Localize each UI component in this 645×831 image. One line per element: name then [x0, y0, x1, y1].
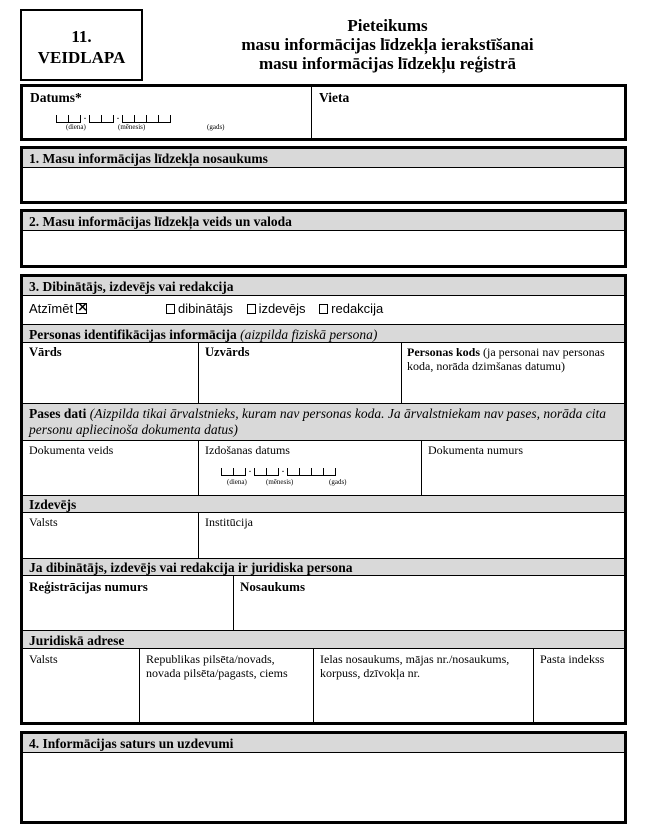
- surname-label: Uzvārds: [205, 345, 250, 359]
- personal-code-label: Personas kods (ja personai nav personas koda, norāda dzimšanas datumu): [407, 345, 605, 373]
- day-caption: (diena): [66, 123, 86, 131]
- legal-address-title: Juridiskā adrese: [23, 630, 624, 649]
- legal-name-label: Nosaukums: [240, 579, 306, 594]
- section-4-title: 4. Informācijas saturs un uzdevumi: [23, 734, 624, 753]
- issue-day-caption: (diena): [227, 478, 247, 486]
- section-4: [20, 731, 627, 824]
- doc-number-label: Dokumenta numurs: [428, 443, 523, 457]
- option-publisher[interactable]: izdevējs: [247, 301, 306, 316]
- country-label: Valsts: [29, 515, 58, 529]
- section-3-title: 3. Dibinātājs, izdevējs vai redakcija: [23, 277, 624, 296]
- registration-label: Reģistrācijas numurs: [29, 579, 148, 594]
- month-caption: (mēnesis): [118, 123, 146, 131]
- doc-type-input[interactable]: [23, 457, 198, 495]
- date-label: Datums*: [30, 90, 82, 105]
- section-4-input[interactable]: [23, 753, 624, 821]
- option-editorial[interactable]: redakcija: [319, 301, 383, 316]
- place-label: Vieta: [319, 90, 350, 105]
- option-founder[interactable]: dibinātājs: [166, 301, 233, 316]
- section-1-input[interactable]: [23, 168, 624, 201]
- passport-title: Pases dati (Aizpilda tikai ārvalstnieks, kuram nav personas koda. Ja ārvalstniekam nav pases, norāda cita personu apliecinoša dokumenta datus): [23, 403, 624, 441]
- addr-postal-input[interactable]: [534, 683, 624, 722]
- addr-city-input[interactable]: [140, 683, 313, 722]
- section-1: [20, 146, 627, 204]
- issue-month-caption: (mēnesis): [266, 478, 294, 486]
- checkbox-icon[interactable]: [247, 304, 256, 314]
- institution-input[interactable]: [199, 529, 624, 558]
- issue-date-input[interactable]: . .: [221, 463, 336, 481]
- institution-label: Institūcija: [205, 515, 253, 529]
- form-number-box: [20, 9, 143, 81]
- checkbox-icon[interactable]: [319, 304, 328, 314]
- personal-info-title: Personas identifikācijas informācija (aizpilda fiziskā persona): [23, 324, 624, 343]
- section-2-title: 2. Masu informācijas līdzekļa veids un valoda: [23, 212, 624, 231]
- addr-postal-label: Pasta indekss: [540, 652, 605, 666]
- addr-country-label: Valsts: [29, 652, 58, 666]
- doc-type-label: Dokumenta veids: [29, 443, 114, 457]
- registration-input[interactable]: [23, 596, 233, 630]
- section-3: [20, 274, 627, 725]
- issuer-title: Izdevējs: [23, 495, 624, 513]
- form-label: VEIDLAPA: [37, 48, 126, 67]
- legal-name-input[interactable]: [234, 596, 624, 630]
- addr-street-input[interactable]: [314, 683, 533, 722]
- addr-city-label: Republikas pilsēta/novads, novada pilsēta/pagasts, ciems: [146, 652, 288, 680]
- issue-date-label: Izdošanas datums: [205, 443, 290, 457]
- checked-box-icon: [76, 303, 87, 314]
- mark-label: Atzīmēt: [29, 301, 74, 316]
- doc-number-input[interactable]: [422, 457, 624, 495]
- page-title: Pieteikums masu informācijas līdzekļa ierakstīšanai masu informācijas līdzekļu reģistrā: [241, 16, 534, 73]
- date-place-box: [20, 84, 627, 141]
- surname-input[interactable]: [199, 359, 401, 403]
- form-number: 11.: [71, 27, 92, 46]
- legal-entity-title: Ja dibinātājs, izdevējs vai redakcija ir juridiska persona: [23, 558, 624, 576]
- name-label: Vārds: [29, 345, 62, 359]
- section-2: [20, 209, 627, 268]
- country-input[interactable]: [23, 529, 198, 558]
- section-1-title: 1. Masu informācijas līdzekļa nosaukums: [23, 149, 624, 168]
- name-input[interactable]: [23, 359, 198, 403]
- section-2-input[interactable]: [23, 231, 624, 265]
- year-caption: (gads): [207, 123, 225, 131]
- addr-country-input[interactable]: [23, 683, 139, 722]
- mark-row: [29, 301, 87, 316]
- checkbox-icon[interactable]: [166, 304, 175, 314]
- addr-street-label: Ielas nosaukums, mājas nr./nosaukums, korpuss, dzīvokļa nr.: [320, 652, 510, 680]
- date-input[interactable]: . .: [56, 110, 171, 128]
- issue-year-caption: (gads): [329, 478, 347, 486]
